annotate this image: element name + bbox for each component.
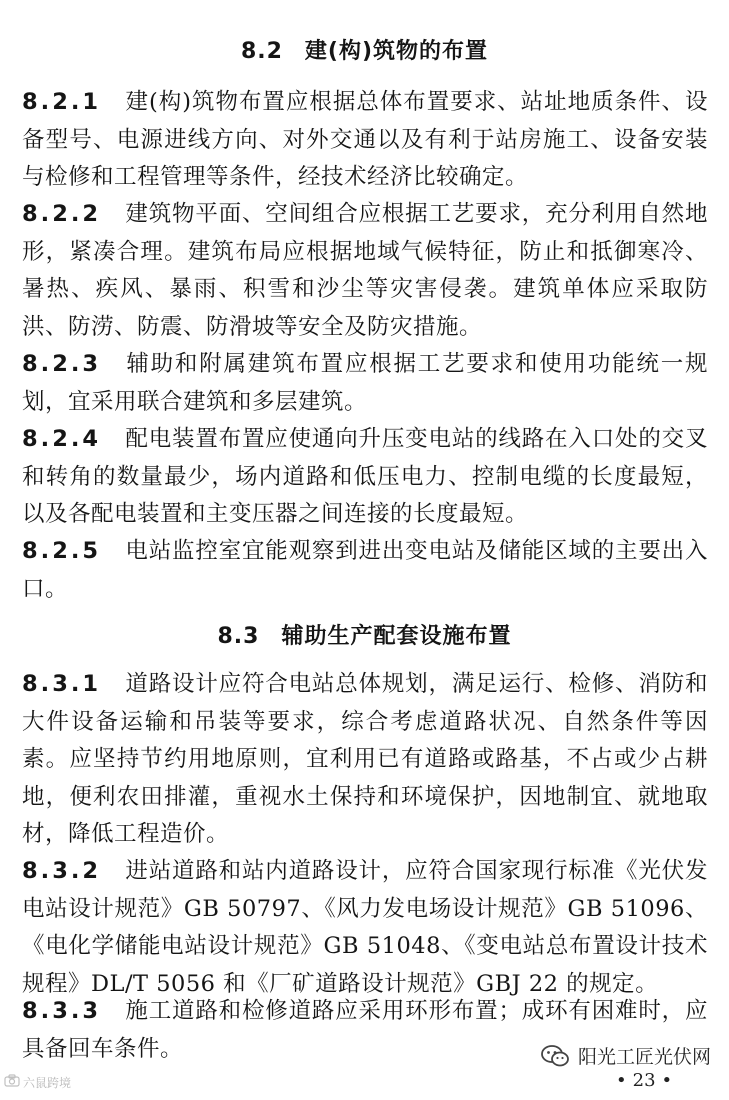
- clause-number: 8.3.2: [22, 858, 102, 884]
- section-title: 建(构)筑物的布置: [304, 39, 489, 64]
- section-title: 辅助生产配套设施布置: [281, 624, 512, 649]
- clause-8-3-1: [22, 666, 708, 854]
- page-number: • 23 •: [616, 1070, 673, 1091]
- watermark-left: [4, 1074, 71, 1091]
- clause-8-2-4: [22, 421, 708, 534]
- page-footer: [0, 1046, 729, 1100]
- section-heading-8-3: [0, 619, 729, 650]
- clause-text: 道路设计应符合电站总体规划，满足运行、检修、消防和大件设备运输和吊装等要求，综合考虑道路状况、自然条件等因素。应坚持节约用地原则，宜利用已有道路或路基，不占或少占耕地，便利农田排灌，重视水土保持和环境保护，因地制宜、就地取材，降低工程造价。: [22, 671, 708, 847]
- clause-text: 建(构)筑物布置应根据总体布置要求、站址地质条件、设备型号、电源进线方向、对外交通以及有利于站房施工、设备安装与检修和工程管理等条件，经技术经济比较确定。: [22, 89, 708, 190]
- clause-number: 8.2.5: [22, 538, 102, 564]
- watermark-left-text: 六鼠跨境: [23, 1076, 72, 1090]
- clause-8-2-1: [22, 84, 708, 197]
- clause-text: 电站监控室宜能观察到进出变电站及储能区域的主要出入口。: [22, 538, 708, 602]
- clause-number: 8.2.3: [22, 351, 102, 377]
- clause-text: 进站道路和站内道路设计，应符合国家现行标准《光伏发电站设计规范》GB 50797、《风力发电场设计规范》GB 51096、《电化学储能电站设计规范》GB 51048、《变电站总布置设计技术规程》DL/T 5056 和《厂矿道路设计规范》GBJ 22 的规定。: [22, 858, 708, 997]
- clause-8-2-5: [22, 533, 708, 608]
- clause-text: 施工道路和检修道路应采用环形布置；成环有困难时，应具备回车条件。: [22, 998, 708, 1062]
- section-number: 8.3: [217, 624, 260, 649]
- section-heading-8-2: [0, 34, 729, 65]
- wechat-icon: [540, 1044, 570, 1068]
- clause-number: 8.2.2: [22, 201, 102, 227]
- page-number-value: 23: [632, 1070, 656, 1091]
- clause-8-3-2: [22, 853, 708, 1003]
- clause-number: 8.3.1: [22, 671, 102, 697]
- watermark-right: [540, 1042, 711, 1069]
- clause-number: 8.2.4: [22, 426, 102, 452]
- clause-text: 配电装置布置应使通向升压变电站的线路在入口处的交叉和转角的数量最少，场内道路和低压电力、控制电缆的长度最短，以及各配电装置和主变压器之间连接的长度最短。: [22, 426, 708, 527]
- clause-number: 8.3.3: [22, 998, 102, 1024]
- clause-number: 8.2.1: [22, 89, 102, 115]
- watermark-right-text: 阳光工匠光伏网: [577, 1046, 711, 1068]
- clause-text: 建筑物平面、空间组合应根据工艺要求，充分利用自然地形，紧凑合理。建筑布局应根据地域气候特征，防止和抵御寒冷、暑热、疾风、暴雨、积雪和沙尘等灾害侵袭。建筑单体应采取防洪、防涝、防震、防滑坡等安全及防灾措施。: [22, 201, 708, 340]
- section-number: 8.2: [240, 39, 283, 64]
- clause-8-2-3: [22, 346, 708, 421]
- clause-8-2-2: [22, 196, 708, 346]
- camera-icon: [4, 1074, 20, 1091]
- clause-text: 辅助和附属建筑布置应根据工艺要求和使用功能统一规划，宜采用联合建筑和多层建筑。: [22, 351, 708, 415]
